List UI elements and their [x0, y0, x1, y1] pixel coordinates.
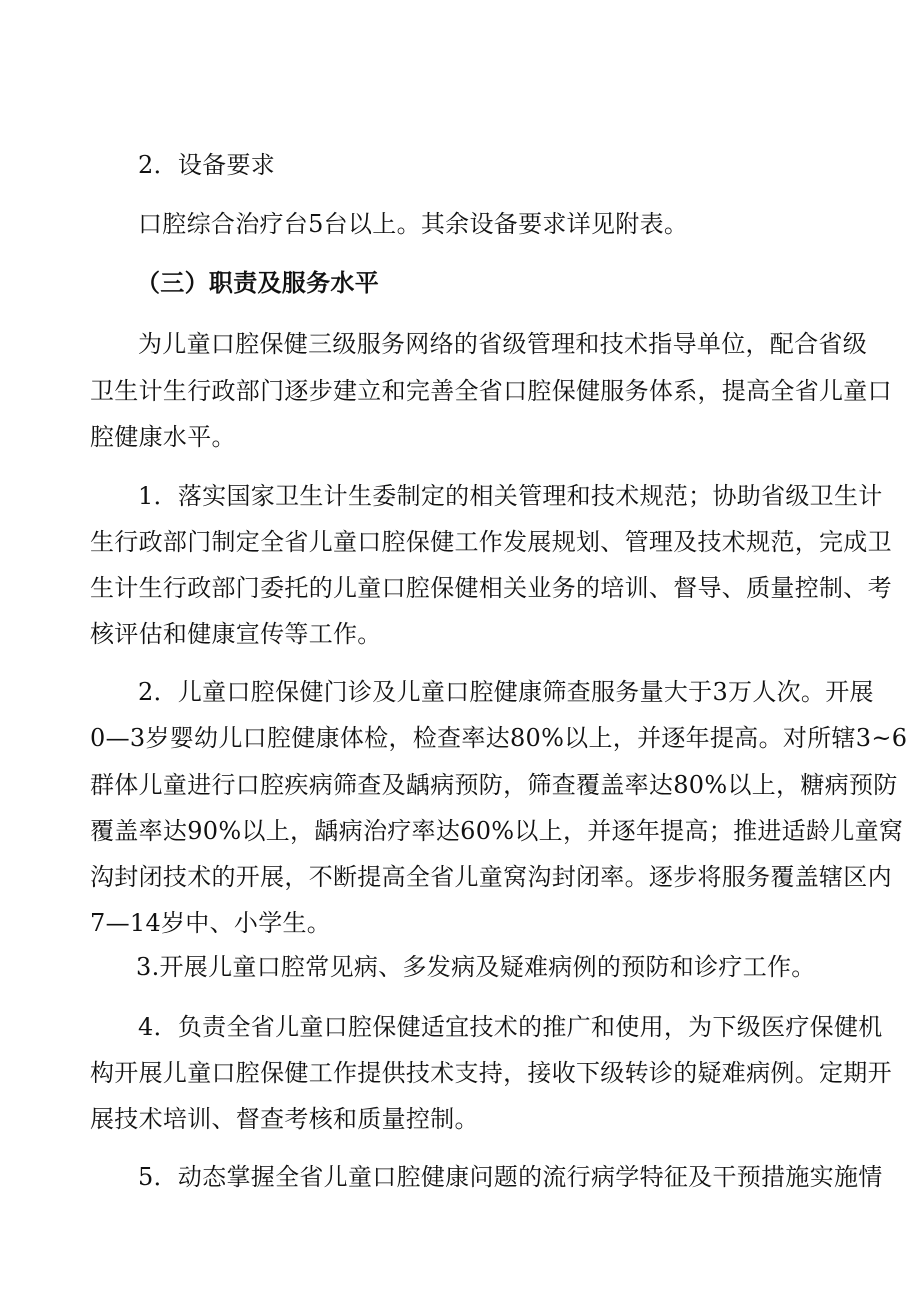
- paragraph-line: 生行政部门制定全省儿童口腔保健工作发展规划、管理及技术规范，完成卫: [90, 528, 892, 556]
- list-item-2: 2．儿童口腔保健门诊及儿童口腔健康筛查服务量大于3万人次。开展: [138, 678, 874, 706]
- paragraph-line: 沟封闭技术的开展，不断提高全省儿童窝沟封闭率。逐步将服务覆盖辖区内: [90, 863, 892, 891]
- paragraph-line: 7—14岁中、小学生。: [90, 909, 332, 937]
- list-item-1: 1．落实国家卫生计生委制定的相关管理和技术规范；协助省级卫生计: [138, 482, 883, 510]
- paragraph-line: 构开展儿童口腔保健工作提供技术支持，接收下级转诊的疑难病例。定期开: [90, 1059, 892, 1087]
- paragraph-line: 展技术培训、督查考核和质量控制。: [90, 1105, 479, 1133]
- paragraph-line: 生计生行政部门委托的儿童口腔保健相关业务的培训、督导、质量控制、考: [90, 574, 892, 602]
- section-heading: （三）职责及服务水平: [136, 269, 379, 297]
- paragraph-line: 卫生计生行政部门逐步建立和完善全省口腔保健服务体系，提高全省儿童口: [90, 377, 892, 405]
- list-item-3: 3.开展儿童口腔常见病、多发病及疑难病例的预防和诊疗工作。: [136, 953, 816, 981]
- paragraph-line: 为儿童口腔保健三级服务网络的省级管理和技术指导单位，配合省级: [138, 330, 867, 358]
- paragraph-line: 0—3岁婴幼儿口腔健康体检，检查率达80%以上，并逐年提高。对所辖3~6: [90, 724, 908, 752]
- subsection-title-equipment: 2．设备要求: [138, 151, 276, 179]
- paragraph-line: 核评估和健康宣传等工作。: [90, 620, 382, 648]
- list-item-5: 5．动态掌握全省儿童口腔健康问题的流行病学特征及干预措施实施情: [138, 1163, 883, 1191]
- paragraph-line: 群体儿童进行口腔疾病筛查及龋病预防，筛查覆盖率达80%以上，糖病预防: [90, 771, 898, 799]
- paragraph-line: 覆盖率达90%以上，龋病治疗率达60%以上，并逐年提高；推进适龄儿童窝: [90, 817, 904, 845]
- paragraph-line: 腔健康水平。: [90, 423, 236, 451]
- list-item-4: 4．负责全省儿童口腔保健适宜技术的推广和使用，为下级医疗保健机: [138, 1013, 883, 1041]
- paragraph-line: 口腔综合治疗台5台以上。其余设备要求详见附表。: [138, 210, 689, 238]
